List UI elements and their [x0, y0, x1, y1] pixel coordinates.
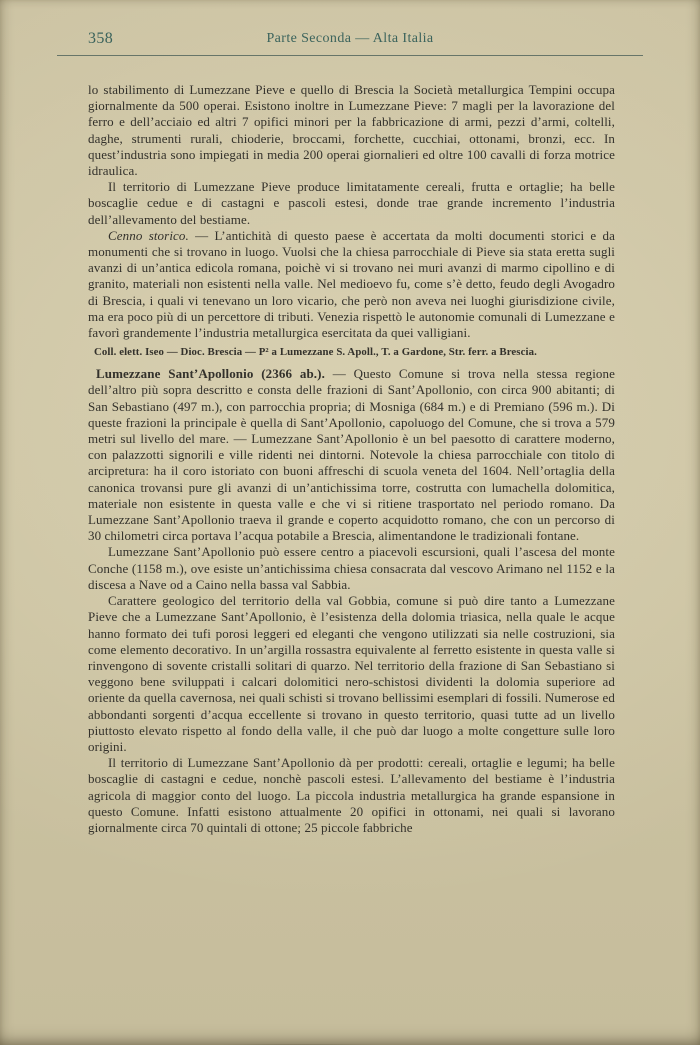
paragraph-territorio-pieve: [88, 179, 615, 228]
paragraph-lead-italic: Cenno storico.: [108, 227, 189, 243]
paragraph-sant-apollonio-entry: [88, 366, 615, 544]
paragraph-continuation: [88, 82, 615, 179]
entry-heading-bold: Lumezzane Sant’Apollonio (2366 ab.).: [96, 366, 325, 382]
paragraph-text: Il territorio di Lumezzane Pieve produce limitatamente cereali, frutta e ortaglie; ha belle boscaglie cedue e di castagni e pascoli estesi, donde trae grande incremento l’industria dell’allevamento del bestiame.: [88, 179, 615, 227]
page-header: [58, 30, 642, 50]
paragraph-carattere-geologico: [88, 593, 615, 755]
paragraph-cenno-storico: [88, 228, 615, 341]
body-text-block: [88, 82, 615, 836]
scan-shadow-bottom-edge: [120, 1035, 480, 1045]
header-rule: [57, 55, 643, 56]
paragraph-text: Carattere geologico del territorio della val Gobbia, comune si può dire tanto a Lumezzane Pieve che a Lumezzane Sant’Apollonio, è l’esistenza della dolomia triasica, nella quale le acque hanno formato dei tufi porosi leggeri ed eleganti che vengono utilizzati sia nelle costruzioni, sia come elemento decorativo. In un’argilla rossastra equivalente al ferretto esistente in questa valle si rinvengono di sovente cristalli solitari di quarzo. Nel territorio della frazione di San Sebastiano si veggono bene sviluppati i calcari dolomitici nero-schistosi dividenti la dolomia superiore ad oriente da quella cavernosa, nei quali schisti si trovano bellissimi esemplari di fossili. Numerose ed abbondanti sorgenti d’acqua eccellente si trovano in questo territorio, quasi tutte ad un livello piuttosto elevato rispetto al fondo della valle, il che può dar luogo a molte congetture sulle loro origini.: [88, 593, 615, 754]
paragraph-text: — Questo Comune si trova nella stessa regione dell’altro più sopra descritto e consta delle frazioni di Sant’Apollonio, con circa 900 abitanti; di San Sebastiano (497 m.), con parrocchia propria; di Mosniga (684 m.) e di Premiano (596 m.). Di queste frazioni la principale è quella di Sant’Apollonio, capoluogo del Comune, che si trova a 579 metri sul livello del mare. — Lumezzane Sant’Apollonio è un bel paesotto di carattere moderno, con palazzotti signorili e ville ridenti nei dintorni. Notevole la chiesa parrocchiale con titolo di arcipretura: ha il coro istoriato con buoni affreschi di scuola veneta del 1604. Nell’ortaglia della canonica trovansi pure gli avanzi di un’antichissima torre, costrutta con lumachella dolomitica, materiale non esistente in questa valle e che vi si ritiene trasportato nel periodo romano. Da Lumezzane Sant’Apollonio traeva il grande e coperto acquidotto romano, che con un percorso di 30 chilometri circa portava l’acqua potabile a Brescia, alimentandone le tradizionali fontane.: [88, 366, 615, 544]
running-title: Parte Seconda — Alta Italia: [266, 31, 434, 46]
paragraph-territorio-sant-apollonio: [88, 755, 615, 836]
note-text: Coll. elett. Iseo — Dioc. Brescia — P² a Lumezzane S. Apoll., T. a Gardone, Str. ferr. a Brescia.: [94, 346, 537, 359]
paragraph-text: — L’antichità di questo paese è accertata da molti documenti storici e da monumenti che si trovano in luogo. Vuolsi che la chiesa parrocchiale di Pieve sia stata eretta sugli avanzi di un’antica edicola romana, poichè vi si trovano nei muri avanzi di marmo cipollino e di granito, materiali non esistenti nella valle. Nel medioevo fu, come s’è detto, feudo degli Avogadro di Brescia, i quali vi tenevano un loro vicario, che però non aveva nei luoghi giurisdizione civile, ma era poco più di un percettore di tributi. Venezia rispettò le autonomie comunali di Lumezzane e favorì grandemente l’industria metallurgica esercitata da quei valligiani.: [88, 227, 615, 341]
administrative-note: [88, 346, 615, 359]
paragraph-text: lo stabilimento di Lumezzane Pieve e quello di Brescia la Società metallurgica Tempini occupa giornalmente da 500 operai. Esistono inoltre in Lumezzane Pieve: 7 magli per la lavorazione del ferro e dell’acciaio ed altri 7 opifici minori per la fabbricazione di armi, pezzi d’armi, coltelli, daghe, strumenti rurali, chioderie, broccami, forchette, cucchiai, ottonami, bronzi, ecc. In quest’industria sono impiegati in media 200 operai giornalieri ed oltre 100 cavalli di forza motrice idraulica.: [88, 82, 615, 179]
paragraph-text: Il territorio di Lumezzane Sant’Apollonio dà per prodotti: cereali, ortaglie e legumi; ha belle boscaglie di castagni e cedue, nonchè pascoli estesi. L’allevamento del bestiame è l’industria agricola di maggior conto del luogo. La piccola industria metallurgica ha grande espansione in questo Comune. Infatti esistono attualmente 20 opifici in ottonami, nei quali si lavorano giornalmente circa 70 quintali di ottone; 25 piccole fabbriche: [88, 755, 615, 835]
paragraph-escursioni: [88, 544, 615, 593]
paragraph-text: Lumezzane Sant’Apollonio può essere centro a piacevoli escursioni, quali l’ascesa del monte Conche (1158 m.), ove esiste un’antichissima chiesa consacrata dal vescovo Arimano nel 1152 e la discesa a Nave od a Caino nella bassa val Sabbia.: [88, 544, 615, 592]
page-number: 358: [88, 30, 114, 47]
